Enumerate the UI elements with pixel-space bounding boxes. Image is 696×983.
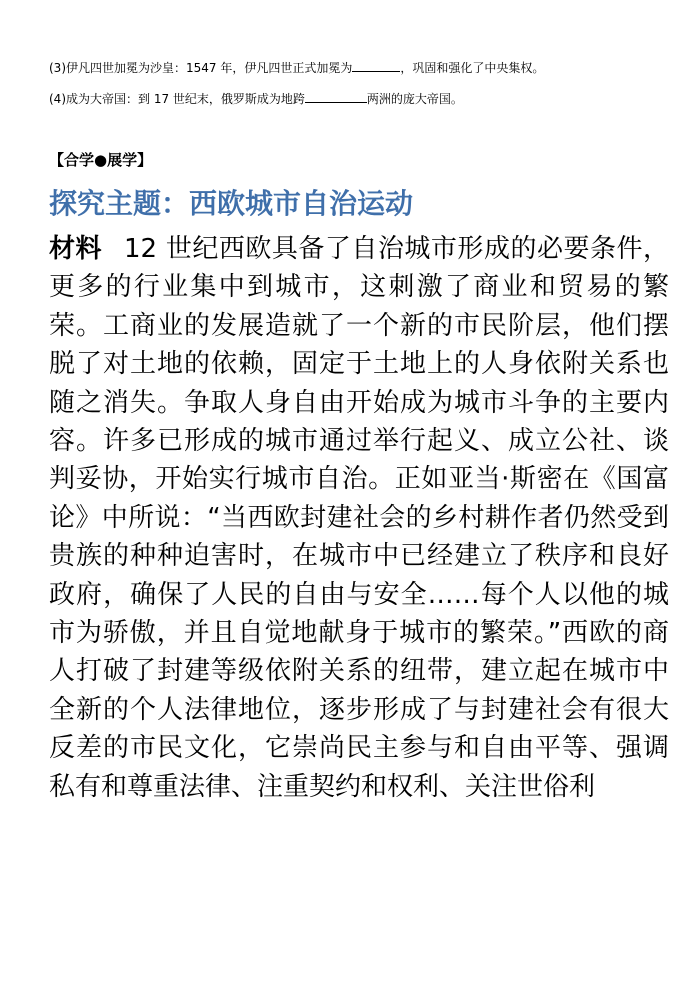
question-4-text: (4)成为大帝国：到 17 世纪末，俄罗斯成为地跨	[49, 92, 305, 106]
section-label: 【合学●展学】	[49, 151, 153, 169]
question-4-line	[49, 89, 463, 107]
material-label: 材料	[49, 234, 103, 264]
question-4-text-end: 两洲的庞大帝国。	[366, 92, 463, 106]
question-3-text-end: ，巩固和强化了中央集权。	[400, 61, 545, 75]
question-3-line	[49, 58, 544, 76]
material-paragraph	[49, 230, 669, 806]
material-text: 12 世纪西欧具备了自治城市形成的必要条件，更多的行业集中到城市，这刺激了商业和贸易的繁荣。工商业的发展造就了一个新的市民阶层，他们摆脱了对土地的依赖，固定于土地上的人身依附关系也随之消失。争取人身自由开始成为城市斗争的主要内容。许多已形成的城市通过举行起义、成立公社、谈判妥协，开始实行城市自治。正如亚当·斯密在《国富论》中所说：“当西欧封建社会的乡村耕作者仍然受到贵族的种种迫害时，在城市中已经建立了秩序和良好政府，确保了人民的自由与安全……每个人以他的城市为骄傲，并且自觉地献身于城市的繁荣。”西欧的商人打破了封建等级依附关系的纽带，建立起在城市中全新的个人法律地位，逐步形成了与封建社会有很大反差的市民文化，它崇尚民主参与和自由平等、强调私有和尊重法律、注重契约和权利、关注世俗利	[49, 234, 669, 802]
topic-title: 探究主题：西欧城市自治运动	[49, 187, 414, 220]
question-3-text: (3)伊凡四世加冕为沙皇：1547 年，伊凡四世正式加冕为	[49, 61, 353, 75]
question-3-blank[interactable]	[352, 58, 400, 72]
question-4-blank[interactable]	[305, 89, 367, 103]
